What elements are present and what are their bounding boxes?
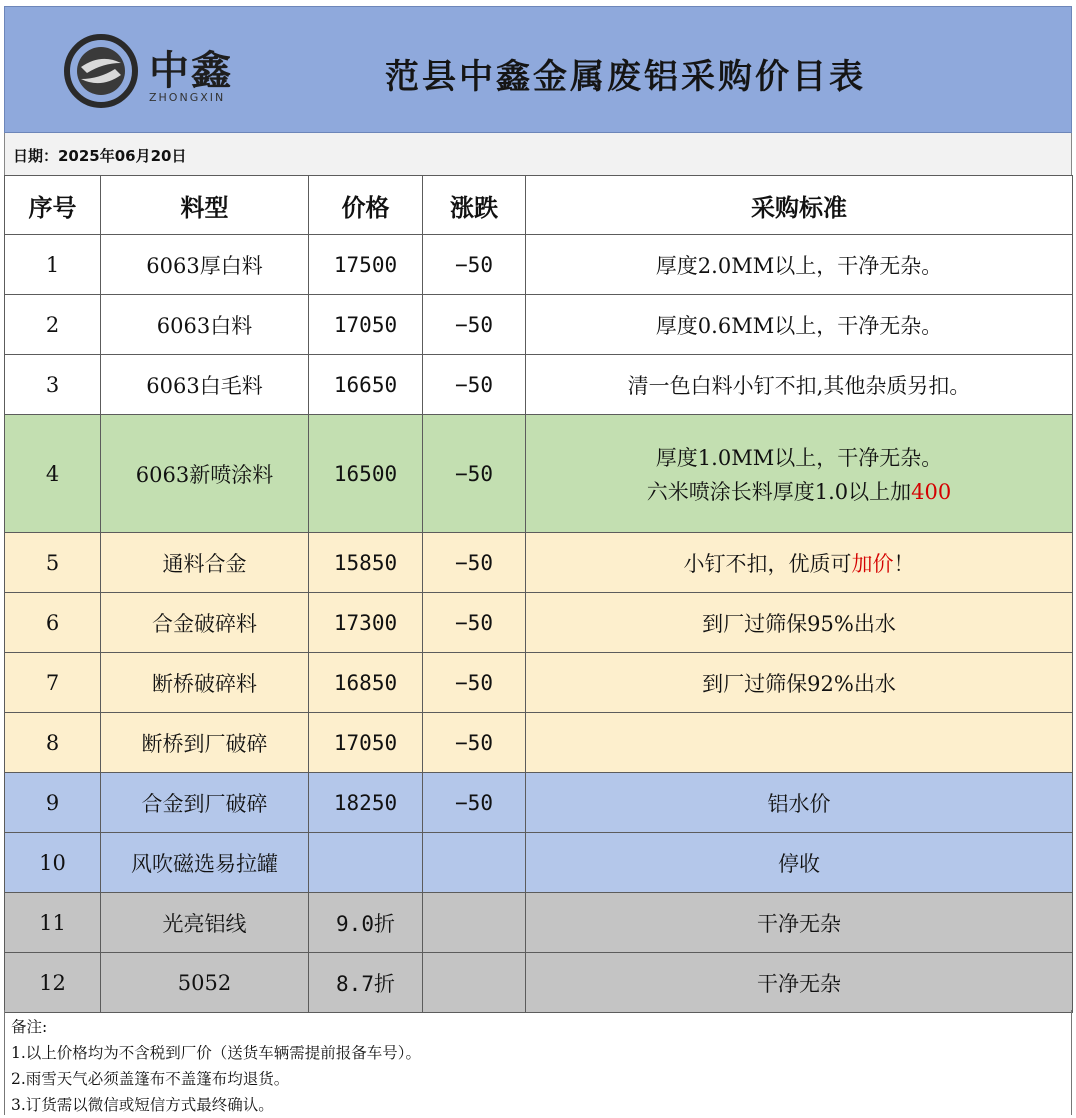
table-row — [5, 235, 1073, 295]
row-type: 6063厚白料 — [101, 235, 309, 295]
row-standard-line1: 厚度1.0MM以上，干净无杂。 — [655, 445, 943, 470]
row-type: 合金到厂破碎 — [101, 773, 309, 833]
row-change: −50 — [423, 773, 526, 833]
row-no: 7 — [5, 653, 101, 713]
row-type: 断桥到厂破碎 — [101, 713, 309, 773]
row-standard: 到厂过筛保95%出水 — [526, 593, 1073, 653]
logo-emblem-icon — [63, 33, 139, 109]
row-standard-highlight: 加价 — [851, 551, 894, 576]
table-row — [5, 893, 1073, 953]
row-change: −50 — [423, 355, 526, 415]
date-bar — [4, 133, 1072, 175]
row-no: 4 — [5, 415, 101, 533]
row-standard-line2-highlight: 400 — [911, 479, 952, 504]
row-change: −50 — [423, 533, 526, 593]
row-standard: 铝水价 — [526, 773, 1073, 833]
table-row — [5, 653, 1073, 713]
row-price: 17300 — [309, 593, 423, 653]
row-standard-text: 小钉不扣，优质可 — [683, 551, 852, 576]
price-table — [4, 175, 1073, 1013]
row-change: −50 — [423, 653, 526, 713]
row-no: 3 — [5, 355, 101, 415]
row-standard: 到厂过筛保92%出水 — [526, 653, 1073, 713]
table-row — [5, 833, 1073, 893]
table-row — [5, 953, 1073, 1013]
row-change: −50 — [423, 235, 526, 295]
row-price: 9.0折 — [309, 893, 423, 953]
row-no: 1 — [5, 235, 101, 295]
row-change — [423, 833, 526, 893]
row-standard: 干净无杂 — [526, 953, 1073, 1013]
row-standard: 清一色白料小钉不扣,其他杂质另扣。 — [526, 355, 1073, 415]
row-standard — [526, 415, 1073, 533]
table-row — [5, 355, 1073, 415]
row-change: −50 — [423, 593, 526, 653]
row-standard: 干净无杂 — [526, 893, 1073, 953]
row-standard-line2 — [526, 476, 1072, 506]
row-standard — [526, 713, 1073, 773]
row-standard: 停收 — [526, 833, 1073, 893]
note-line: 3.订货需以微信或短信方式最终确认。 — [11, 1096, 274, 1114]
row-price: 17050 — [309, 713, 423, 773]
logo-text: 中鑫 — [149, 47, 233, 94]
table-row — [5, 415, 1073, 533]
row-type: 断桥破碎料 — [101, 653, 309, 713]
row-price: 16500 — [309, 415, 423, 533]
price-sheet — [4, 6, 1072, 1115]
row-type: 光亮铝线 — [101, 893, 309, 953]
row-change: −50 — [423, 415, 526, 533]
row-price: 16850 — [309, 653, 423, 713]
row-no: 2 — [5, 295, 101, 355]
row-type: 5052 — [101, 953, 309, 1013]
notes-title: 备注: — [11, 1018, 48, 1036]
row-standard — [526, 533, 1073, 593]
row-price — [309, 833, 423, 893]
row-price: 17500 — [309, 235, 423, 295]
row-type: 合金破碎料 — [101, 593, 309, 653]
row-no: 10 — [5, 833, 101, 893]
row-type: 6063白毛料 — [101, 355, 309, 415]
row-price: 15850 — [309, 533, 423, 593]
row-no: 12 — [5, 953, 101, 1013]
col-header-type: 料型 — [101, 176, 309, 235]
table-row — [5, 713, 1073, 773]
page-title: 范县中鑫金属废铝采购价目表 — [385, 57, 866, 97]
row-type: 6063新喷涂料 — [101, 415, 309, 533]
row-standard: 厚度2.0MM以上，干净无杂。 — [526, 235, 1073, 295]
row-standard: 厚度0.6MM以上，干净无杂。 — [526, 295, 1073, 355]
col-header-no: 序号 — [5, 176, 101, 235]
row-no: 11 — [5, 893, 101, 953]
row-standard-suffix: ！ — [893, 551, 915, 576]
table-row — [5, 533, 1073, 593]
table-row — [5, 593, 1073, 653]
table-row — [5, 295, 1073, 355]
table-header-row — [5, 176, 1073, 235]
header-banner — [4, 6, 1072, 133]
row-price: 16650 — [309, 355, 423, 415]
row-type: 6063白料 — [101, 295, 309, 355]
row-type: 通料合金 — [101, 533, 309, 593]
row-price: 17050 — [309, 295, 423, 355]
note-line: 1.以上价格均为不含税到厂价（送货车辆需提前报备车号）。 — [11, 1044, 422, 1062]
row-no: 9 — [5, 773, 101, 833]
notes-section — [4, 1010, 1072, 1115]
company-logo — [63, 33, 253, 113]
row-change: −50 — [423, 295, 526, 355]
row-no: 6 — [5, 593, 101, 653]
row-change — [423, 953, 526, 1013]
row-price: 8.7折 — [309, 953, 423, 1013]
note-line: 2.雨雪天气必须盖篷布不盖篷布均退货。 — [11, 1070, 290, 1088]
col-header-standard: 采购标准 — [526, 176, 1073, 235]
row-no: 5 — [5, 533, 101, 593]
row-standard-line2-text: 六米喷涂长料厚度1.0以上加 — [646, 479, 912, 504]
col-header-price: 价格 — [309, 176, 423, 235]
row-no: 8 — [5, 713, 101, 773]
logo-subtext: ZHONGXIN — [149, 91, 226, 104]
row-price: 18250 — [309, 773, 423, 833]
col-header-change: 涨跌 — [423, 176, 526, 235]
date-text: 日期：2025年06月20日 — [13, 147, 187, 165]
row-change — [423, 893, 526, 953]
row-type: 风吹磁选易拉罐 — [101, 833, 309, 893]
table-row — [5, 773, 1073, 833]
row-change: −50 — [423, 713, 526, 773]
